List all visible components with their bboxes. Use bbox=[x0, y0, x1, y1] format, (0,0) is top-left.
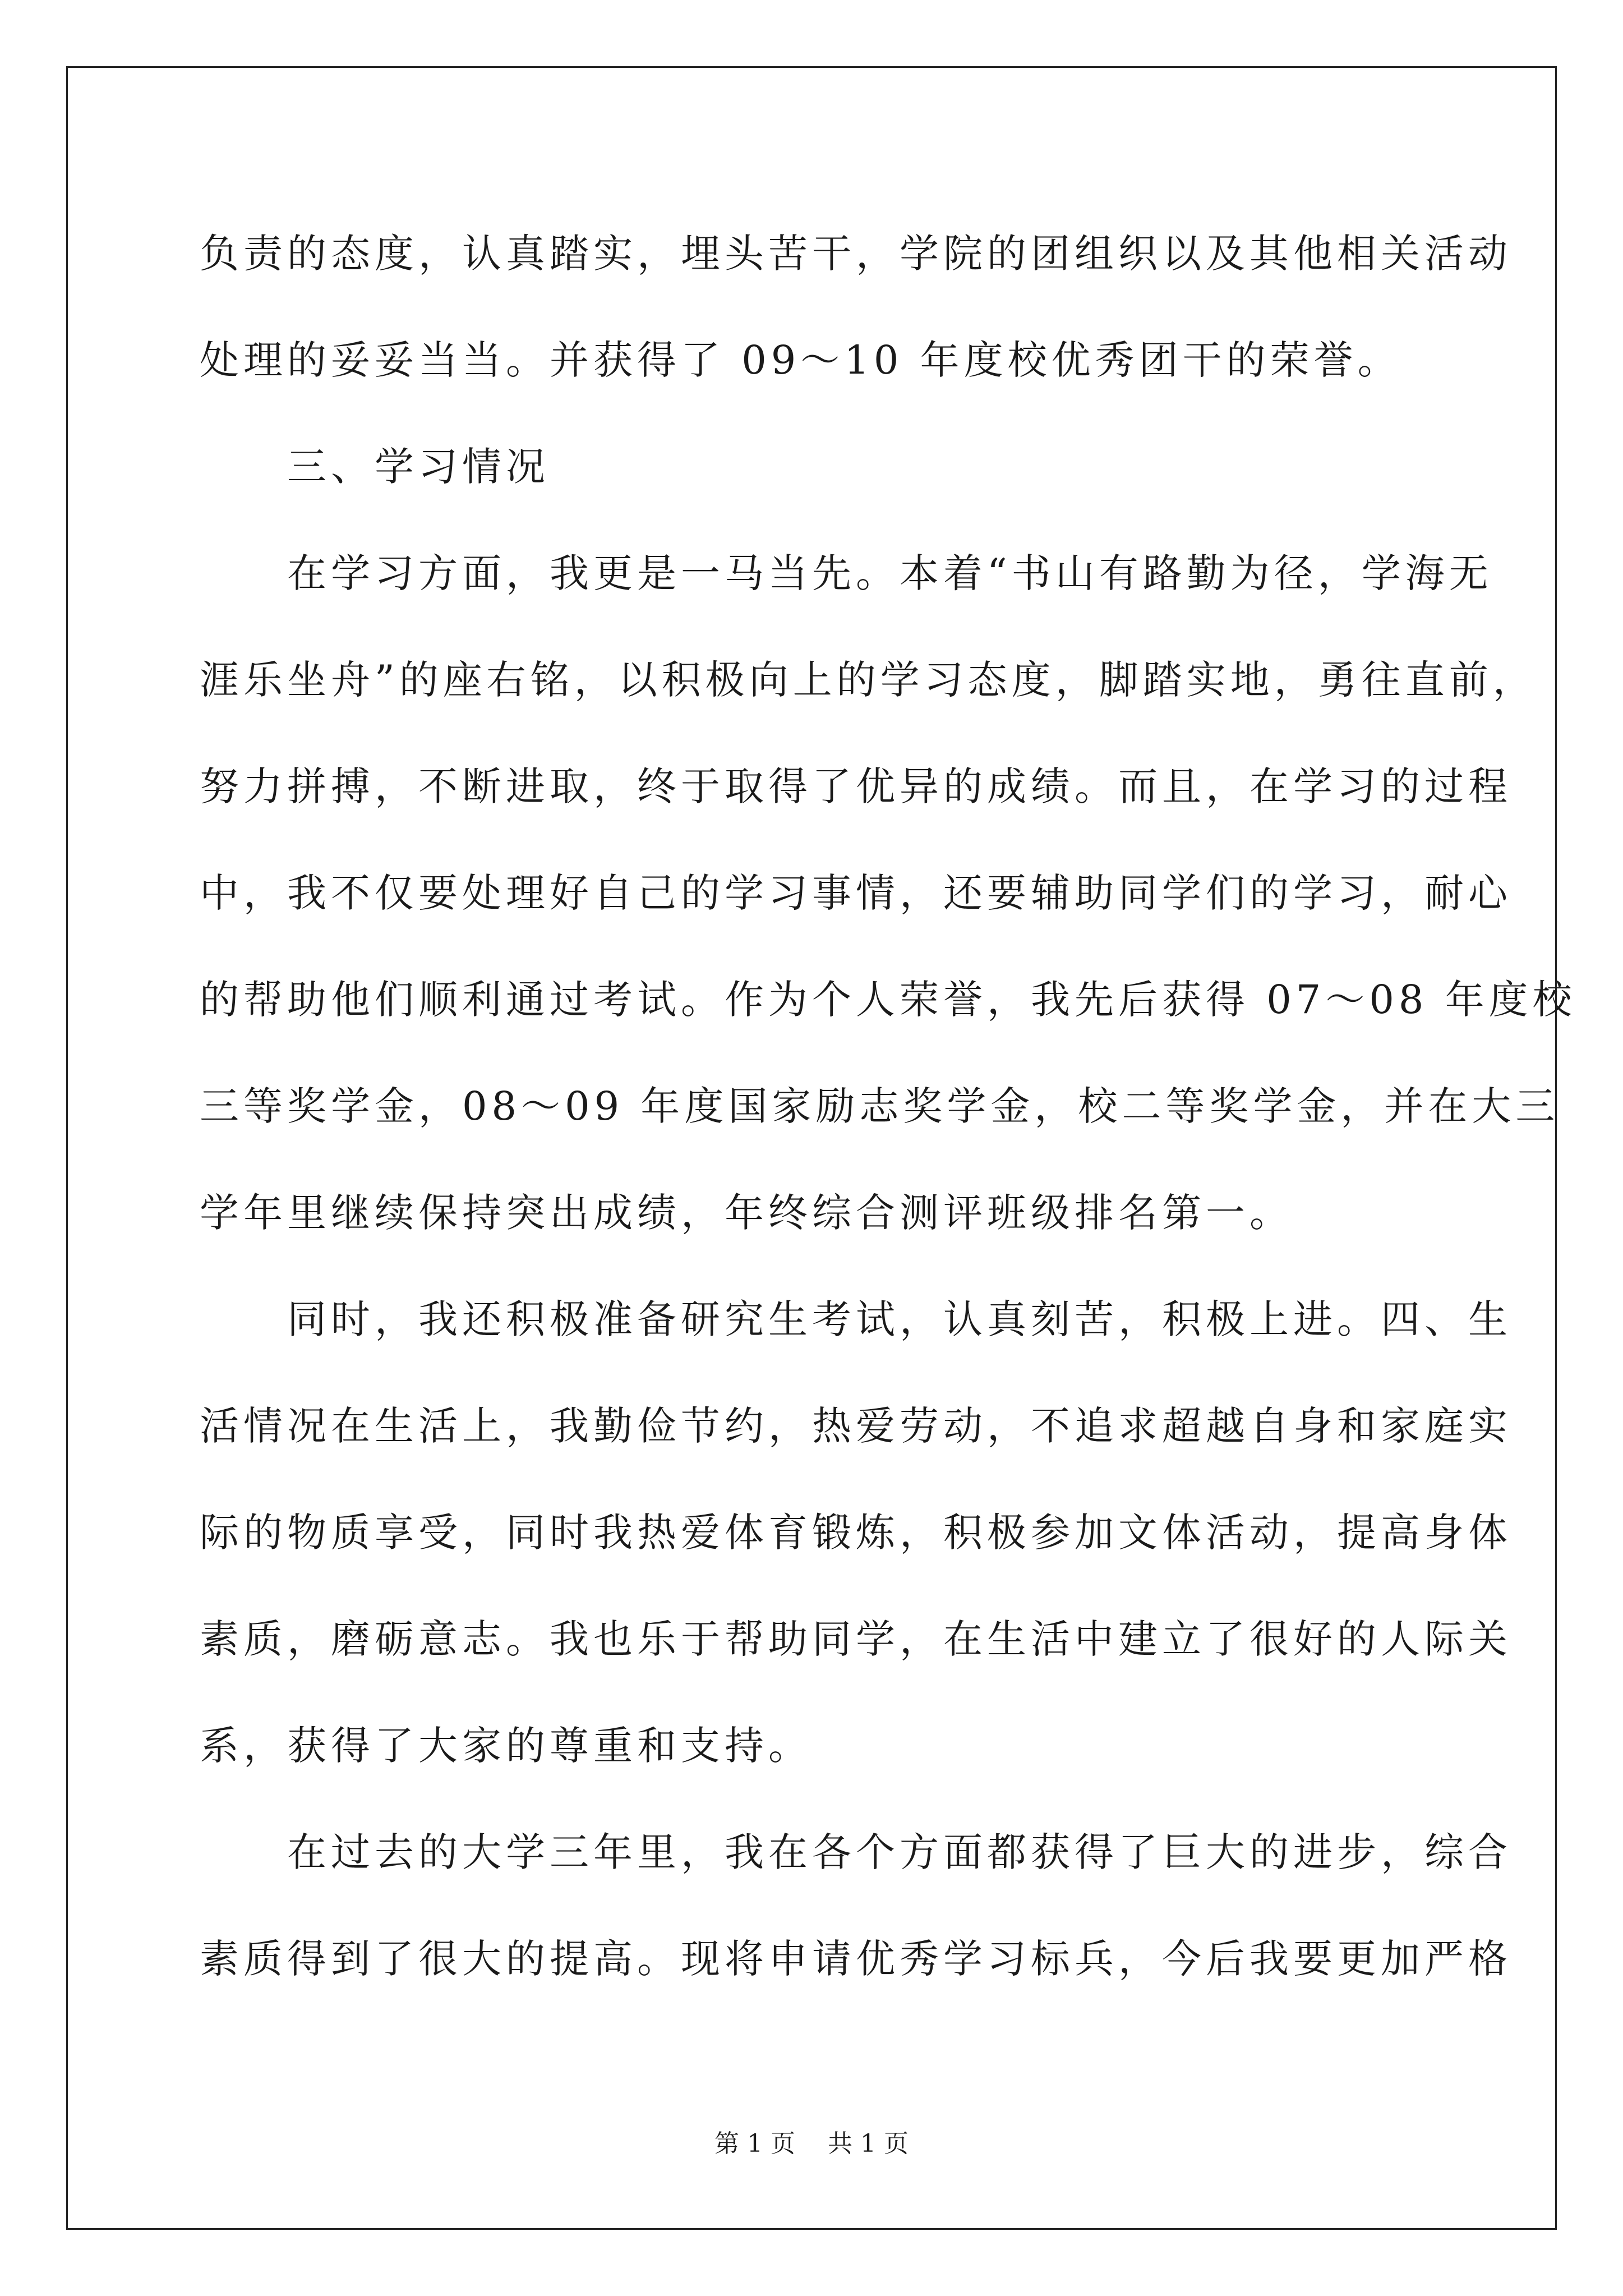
text-line: 同时，我还积极准备研究生考试，认真刻苦，积极上进。四、生 bbox=[200, 1296, 1512, 1342]
page-footer bbox=[0, 2127, 1623, 2161]
text-line: 际的物质享受，同时我热爱体育锻炼，积极参加文体活动，提高身体 bbox=[200, 1510, 1512, 1556]
text-line: 活情况在生活上，我勤俭节约，热爱劳动，不追求超越自身和家庭实 bbox=[200, 1403, 1512, 1449]
document-body bbox=[200, 220, 1576, 2032]
text-line: 在学习方面，我更是一马当先。本着“书山有路勤为径，学海无 bbox=[200, 550, 1493, 596]
text-line: 中，我不仅要处理好自己的学习事情，还要辅助同学们的学习，耐心 bbox=[200, 870, 1512, 916]
text-line: 努力拼搏，不断进取，终于取得了优异的成绩。而且，在学习的过程 bbox=[200, 763, 1512, 809]
page-number: 第 1 页 bbox=[714, 2129, 795, 2158]
text-line: 处理的妥妥当当。并获得了 09～10 年度校优秀团干的荣誉。 bbox=[200, 337, 1401, 383]
page-total: 共 1 页 bbox=[828, 2129, 909, 2158]
text-line: 涯乐坐舟”的座右铭，以积极向上的学习态度，脚踏实地，勇往直前， bbox=[200, 657, 1537, 703]
text-line: 三等奖学金，08～09 年度国家励志奖学金，校二等奖学金，并在大三 bbox=[200, 1083, 1560, 1129]
text-line: 学年里继续保持突出成绩，年终综合测评班级排名第一。 bbox=[200, 1190, 1293, 1236]
text-line: 在过去的大学三年里，我在各个方面都获得了巨大的进步，综合 bbox=[200, 1829, 1512, 1875]
text-line: 负责的态度，认真踏实，埋头苦干，学院的团组织以及其他相关活动 bbox=[200, 231, 1512, 277]
text-line: 的帮助他们顺利通过考试。作为个人荣誉，我先后获得 07～08 年度校 bbox=[200, 977, 1576, 1023]
text-line: 素质得到了很大的提高。现将申请优秀学习标兵，今后我要更加严格 bbox=[200, 1936, 1512, 1982]
section-heading: 三、学习情况 bbox=[200, 444, 550, 490]
text-line: 系，获得了大家的尊重和支持。 bbox=[200, 1723, 812, 1769]
text-line: 素质，磨砺意志。我也乐于帮助同学，在生活中建立了很好的人际关 bbox=[200, 1616, 1512, 1662]
